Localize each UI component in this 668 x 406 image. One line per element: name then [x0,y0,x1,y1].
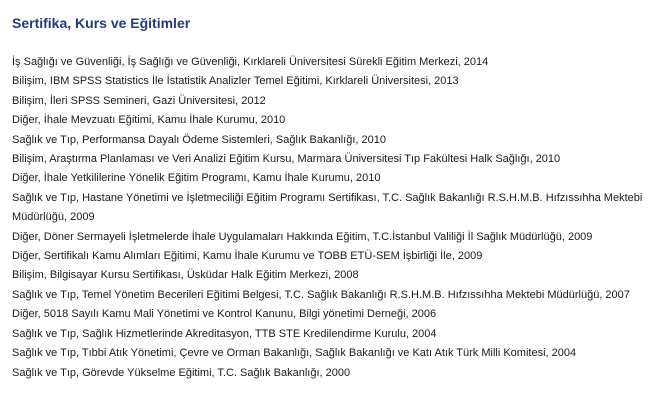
certificate-item: Sağlık ve Tıp, Performansa Dayalı Ödeme Sistemleri, Sağlık Bakanlığı, 2010 [12,133,386,146]
certificate-item: Diğer, İhale Mevzuatı Eğitimi, Kamu İhale Kurumu, 2010 [12,114,286,127]
certificate-item: Bilişim, İleri SPSS Semineri, Gazi Üniversitesi, 2012 [12,94,266,107]
certificate-item: Diğer, Döner Sermayeli İşletmelerde İhale Uygulamaları Hakkında Eğitim, T.C.İstanbul Valiliği İl Sağlık Müdürlüğü, 2009 [12,230,593,243]
certificate-item: Bilişim, Araştırma Planlaması ve Veri Analizi Eğitim Kursu, Marmara Üniversitesi Tıp Fakültesi Halk Sağlığı, 2010 [12,153,561,166]
certificate-item: Bilişim, Bilgisayar Kursu Sertifikası, Üsküdar Halk Eğitim Merkezi, 2008 [12,269,359,282]
certificate-item: İş Sağlığı ve Güvenliği, İş Sağlığı ve Güvenliği, Kırklareli Üniversitesi Sürekli Eğitim Merkezi, 2014 [12,56,489,68]
certificate-item: Sağlık ve Tıp, Hastane Yönetimi ve İşletmeciliği Eğitim Programı Sertifikası, T.C. Sağlık Bakanlığı R.S.H.M.B. Hıfzıssıhha Mektebi Müdürlüğü, 2009 [12,191,643,224]
certificate-item: Sağlık ve Tıp, Görevde Yükselme Eğitimi, T.C. Sağlık Bakanlığı, 2000 [12,366,351,379]
certificate-item: Sağlık ve Tıp, Sağlık Hizmetlerinde Akreditasyon, TTB STE Kredilendirme Kurulu, 2004 [12,327,437,340]
section-title: Sertifika, Kurs ve Eğitimler [12,15,191,31]
certificate-item: Diğer, İhale Yetkililerine Yönelik Eğitim Programı, Kamu İhale Kurumu, 2010 [12,172,381,185]
certificate-list [12,53,664,383]
certificate-item: Sağlık ve Tıp, Temel Yönetim Becerileri Eğitimi Belgesi, T.C. Sağlık Bakanlığı R.S.H.M.B. Hıfzıssıhha Mektebi Müdürlüğü, 2007 [12,288,630,301]
certificate-item: Sağlık ve Tıp, Tıbbi Atık Yönetimi, Çevre ve Orman Bakanlığı, Sağlık Bakanlığı ve Katı Atık Türk Milli Komitesi, 2004 [12,347,577,360]
certificate-item: Diğer, 5018 Sayılı Kamu Mali Yönetimi ve Kontrol Kanunu, Bilgi yönetimi Derneği, 2006 [12,308,437,321]
certificate-item: Diğer, Sertifikalı Kamu Alımları Eğitimi, Kamu İhale Kurumu ve TOBB ETÜ-SEM İşbirliği İle, 2009 [12,250,483,263]
certificate-item: Bilişim, IBM SPSS Statistics İle İstatistik Analizler Temel Eğitimi, Kırklareli Üniversitesi, 2013 [12,75,459,88]
